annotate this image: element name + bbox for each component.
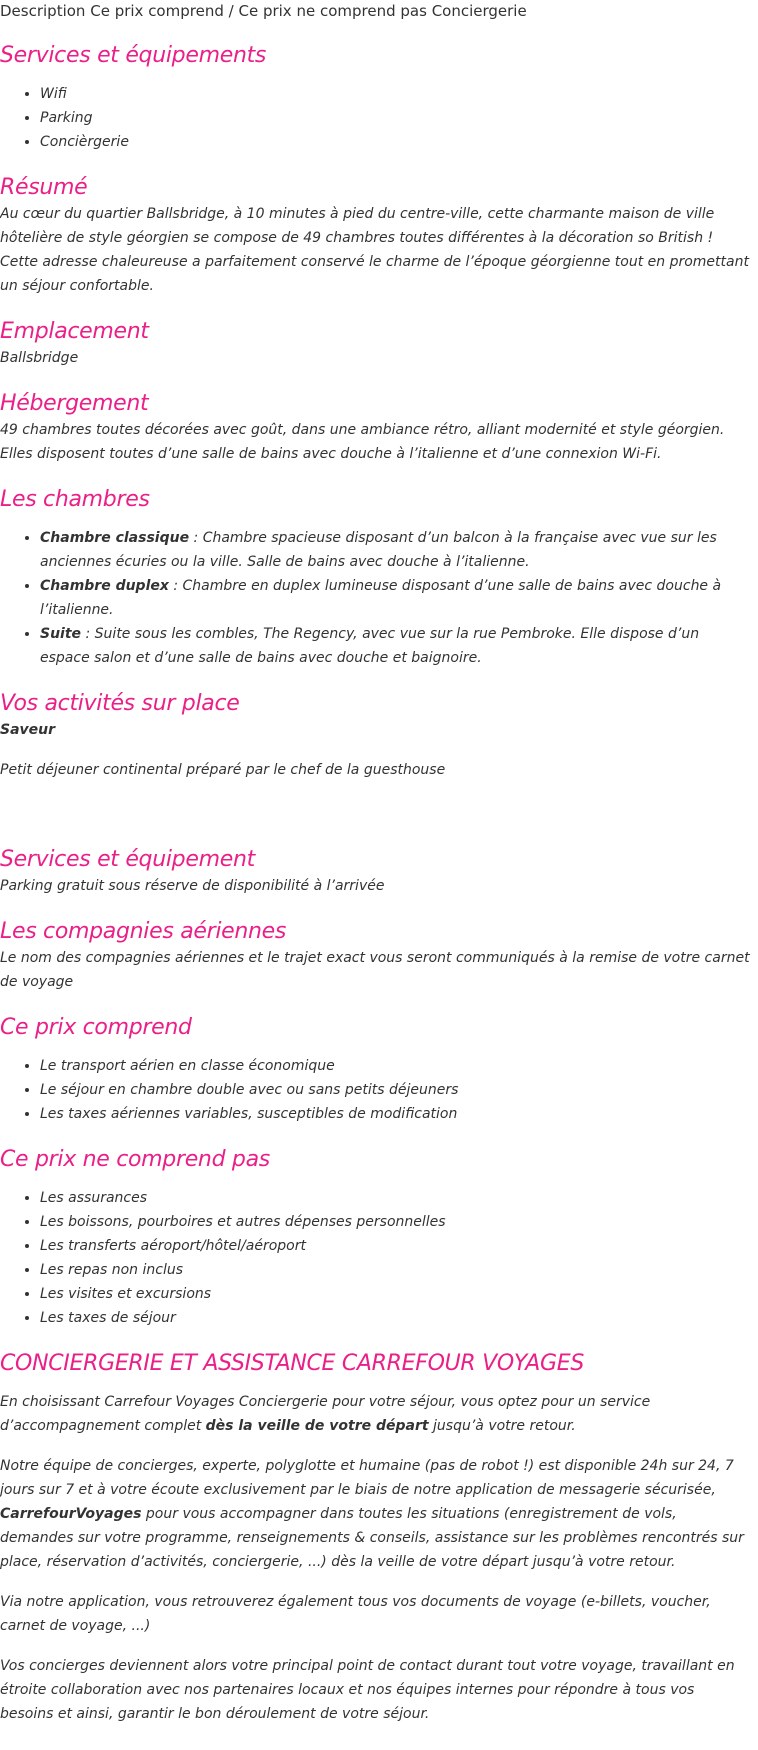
activites-text: Petit déjeuner continental préparé par le chef de la guesthouse (0, 762, 446, 778)
chambres-list (0, 526, 750, 670)
emphasis-text: dès la veille de votre départ (205, 1418, 429, 1434)
list-item: • Les boissons, pourboires et autres dépenses personnelles (40, 1210, 750, 1234)
services-equipement-section (0, 846, 750, 898)
activites-subtitle (0, 718, 750, 742)
list-item (40, 526, 750, 574)
conciergerie-paragraph-3: Via notre application, vous retrouverez également tous vos documents de voyage (e-billets, voucher, carnet de voyage, ...) (0, 1594, 711, 1634)
activites-section (0, 690, 750, 782)
services-equipements-title: Services et équipements (0, 43, 267, 68)
room-name: Suite (40, 626, 82, 642)
compagnies-section (0, 918, 750, 994)
text-span: Notre équipe de concierges, experte, polyglotte et humaine (pas de robot !) est disponible 24h sur 24, 7 jours sur 7 et à votre écoute exclusivement par le biais de notre application de messagerie sécurisée, (0, 1458, 734, 1498)
emplacement-text: Ballsbridge (0, 350, 79, 366)
list-item (40, 574, 750, 622)
hebergement-section (0, 390, 750, 466)
activites-subtitle-text: Saveur (0, 722, 56, 738)
room-desc: : Chambre spacieuse disposant d’un balcon à la française avec vue sur les anciennes écuries ou la ville. Salle de bains avec douche à l’italienne. (40, 530, 717, 570)
emplacement-section (0, 318, 750, 370)
spacer (0, 802, 750, 846)
conciergerie-title: CONCIERGERIE ET ASSISTANCE CARREFOUR VOYAGES (0, 1351, 585, 1376)
list-item: • Parking (40, 106, 750, 130)
room-name: Chambre classique (40, 530, 190, 546)
list-item: • Le séjour en chambre double avec ou sans petits déjeuners (40, 1078, 750, 1102)
emphasis-text: CarrefourVoyages (0, 1506, 142, 1522)
comprend-title: Ce prix comprend (0, 1015, 192, 1040)
services-equipement-title: Services et équipement (0, 847, 255, 872)
tab-prix-ne-comprend-pas[interactable]: Ce prix ne comprend pas (238, 2, 427, 20)
services-equipements-section (0, 42, 750, 154)
tab-bar (0, 0, 750, 22)
compagnies-title: Les compagnies aériennes (0, 919, 287, 944)
conciergerie-paragraph-4: Vos concierges deviennent alors votre principal point de contact durant tout votre voyage, travaillant en étroite collaboration avec nos partenaires locaux et nos équipes internes pour répondre à tous vos besoins et ainsi, garantir le bon déroulement de votre séjour. (0, 1658, 735, 1722)
list-item: • Les transferts aéroport/hôtel/aéroport (40, 1234, 750, 1258)
ne-comprend-pas-list (0, 1186, 750, 1330)
list-item (40, 622, 750, 670)
text-span: pour vous accompagner dans toutes les situations (enregistrement de vols, demandes sur votre programme, renseignements & conseils, assistance sur les problèmes rencontrés sur place, réservation d’activités, conciergerie, ...) dès la veille de votre départ jusqu’à votre retour. (0, 1506, 744, 1570)
list-item: • Le transport aérien en classe économique (40, 1054, 750, 1078)
list-item: • Les visites et excursions (40, 1282, 750, 1306)
resume-title: Résumé (0, 175, 88, 200)
conciergerie-paragraph-2 (0, 1454, 750, 1574)
services-list (0, 82, 750, 154)
tab-separator: / (228, 2, 234, 20)
chambres-section (0, 486, 750, 670)
room-desc: : Suite sous les combles, The Regency, avec vue sur la rue Pembroke. Elle dispose d’un espace salon et d’une salle de bains avec douche et baignoire. (40, 626, 700, 666)
hebergement-text: 49 chambres toutes décorées avec goût, dans une ambiance rétro, alliant modernité et style géorgien. Elles disposent toutes d’une salle de bains avec douche à l’italienne et d’une connexion Wi-Fi. (0, 422, 725, 462)
room-desc: : Chambre en duplex lumineuse disposant d’une salle de bains avec douche à l’italienne. (40, 578, 722, 618)
list-item: • Les repas non inclus (40, 1258, 750, 1282)
list-item: • Les assurances (40, 1186, 750, 1210)
chambres-title: Les chambres (0, 487, 150, 512)
conciergerie-section (0, 1350, 750, 1726)
tab-description[interactable]: Description (0, 2, 86, 20)
resume-section (0, 174, 750, 298)
comprend-section (0, 1014, 750, 1126)
tab-conciergerie[interactable]: Conciergerie (431, 2, 527, 20)
emplacement-title: Emplacement (0, 319, 149, 344)
list-item: • Les taxes de séjour (40, 1306, 750, 1330)
comprend-list (0, 1054, 750, 1126)
services-equipement-text: Parking gratuit sous réserve de disponibilité à l’arrivée (0, 878, 385, 894)
compagnies-text: Le nom des compagnies aériennes et le trajet exact vous seront communiqués à la remise de votre carnet de voyage (0, 950, 750, 990)
ne-comprend-pas-title: Ce prix ne comprend pas (0, 1147, 270, 1172)
ne-comprend-pas-section (0, 1146, 750, 1330)
list-item: • Les taxes aériennes variables, susceptibles de modification (40, 1102, 750, 1126)
conciergerie-paragraph-1 (0, 1390, 750, 1438)
list-item: • Concièrgerie (40, 130, 750, 154)
hebergement-title: Hébergement (0, 391, 149, 416)
text-span: jusqu’à votre retour. (428, 1418, 576, 1434)
list-item: • Wifi (40, 82, 750, 106)
tab-prix-comprend[interactable]: Ce prix comprend (90, 2, 224, 20)
room-name: Chambre duplex (40, 578, 169, 594)
activites-title: Vos activités sur place (0, 691, 240, 716)
text-span: En choisissant Carrefour Voyages Conciergerie pour votre séjour, vous optez pour un service d’accompagnement complet (0, 1394, 651, 1434)
resume-text: Au cœur du quartier Ballsbridge, à 10 minutes à pied du centre-ville, cette charmante maison de ville hôtelière de style géorgien se compose de 49 chambres toutes différentes à la décoration so British ! Cette adresse chaleureuse a parfaitement conservé le charme de l’époque géorgienne tout en promettant un séjour confortable. (0, 206, 749, 294)
